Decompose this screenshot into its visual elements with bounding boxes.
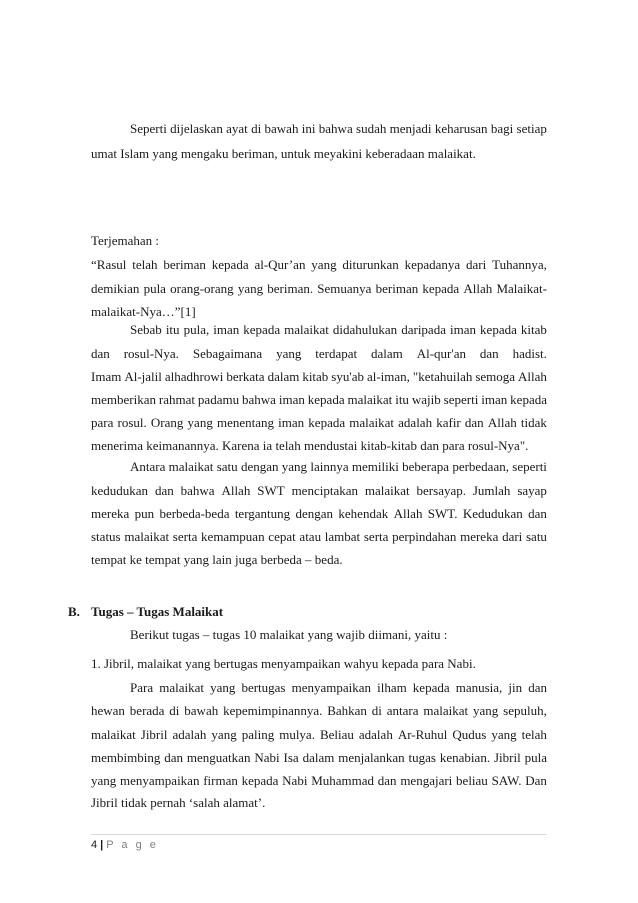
body-line: para rosul. Orang yang menentang iman kepada malaikat adalah kafir dan Allah tidak <box>91 415 547 430</box>
body-line: Sebab itu pula, iman kepada malaikat didahulukan daripada iman kepada kitab <box>130 322 547 337</box>
page-number: 4 <box>91 839 98 851</box>
body-line: Para malaikat yang bertugas menyampaikan ilham kepada manusia, jin dan <box>130 680 547 695</box>
body-line: Jibril tidak pernah ‘salah alamat’. <box>91 795 266 810</box>
footer-separator: | <box>100 839 104 851</box>
list-item: 1. Jibril, malaikat yang bertugas menyampaikan wahyu kepada para Nabi. <box>91 656 476 671</box>
body-line: menerima keimanannya. Karena ia telah mendustai kitab-kitab dan para rosul-Nya". <box>91 438 529 453</box>
body-line: memberikan rahmat padamu bahwa iman kepada malaikat itu wajib seperti iman kepada <box>91 392 547 407</box>
body-line: umat Islam yang mengaku beriman, untuk meyakini keberadaan malaikat. <box>91 146 476 161</box>
translation-label: Terjemahan : <box>91 233 160 248</box>
body-line: “Rasul telah beriman kepada al-Qur’an yang diturunkan kepadanya dari Tuhannya, <box>91 257 547 272</box>
section-letter: B. <box>68 604 80 619</box>
body-line: mereka pun berbeda-beda tergantung dengan kehendak Allah SWT. Kedudukan dan <box>91 506 547 521</box>
body-line: Berikut tugas – tugas 10 malaikat yang wajib diimani, yaitu : <box>130 627 448 642</box>
body-line: status malaikat serta kemampuan cepat atau lambat serta perpindahan mereka dari satu <box>91 529 547 544</box>
body-line: malaikat Jibril adalah yang paling mulya. Beliau adalah Ar-Ruhul Qudus yang telah <box>91 727 547 742</box>
footer-divider <box>91 834 547 835</box>
body-line: Seperti dijelaskan ayat di bawah ini bahwa sudah menjadi keharusan bagi setiap <box>130 121 547 136</box>
body-line: dan rosul-Nya. Sebagaimana yang terdapat dalam Al-qur'an dan hadist. <box>91 346 547 361</box>
page-label: P a g e <box>106 839 159 851</box>
body-line: membimbing dan menguatkan Nabi Isa dalam menjalankan tugas kenabian. Jibril pula <box>91 750 547 765</box>
section-heading: Tugas – Tugas Malaikat <box>91 604 224 619</box>
body-line: tempat ke tempat yang lain juga berbeda – beda. <box>91 552 343 567</box>
body-line: kedudukan dan bahwa Allah SWT menciptakan malaikat bersayap. Jumlah sayap <box>91 483 547 498</box>
body-line: yang menyampaikan firman kepada Nabi Muhammad dan mengajari beliau SAW. Dan <box>91 773 547 788</box>
body-line: Imam Al-jalil alhadhrowi berkata dalam kitab syu'ab al-iman, "ketahuilah semoga Allah <box>91 369 547 384</box>
body-line: malaikat-Nya…”[1] <box>91 304 196 319</box>
body-line: Antara malaikat satu dengan yang lainnya memiliki beberapa perbedaan, seperti <box>130 459 547 474</box>
page-footer <box>91 838 158 852</box>
body-line: demikian pula orang-orang yang beriman. Semuanya beriman kepada Allah Malaikat- <box>91 281 547 296</box>
body-line: hewan berada di bawah kepemimpinannya. Bahkan di antara malaikat yang sepuluh, <box>91 703 547 718</box>
